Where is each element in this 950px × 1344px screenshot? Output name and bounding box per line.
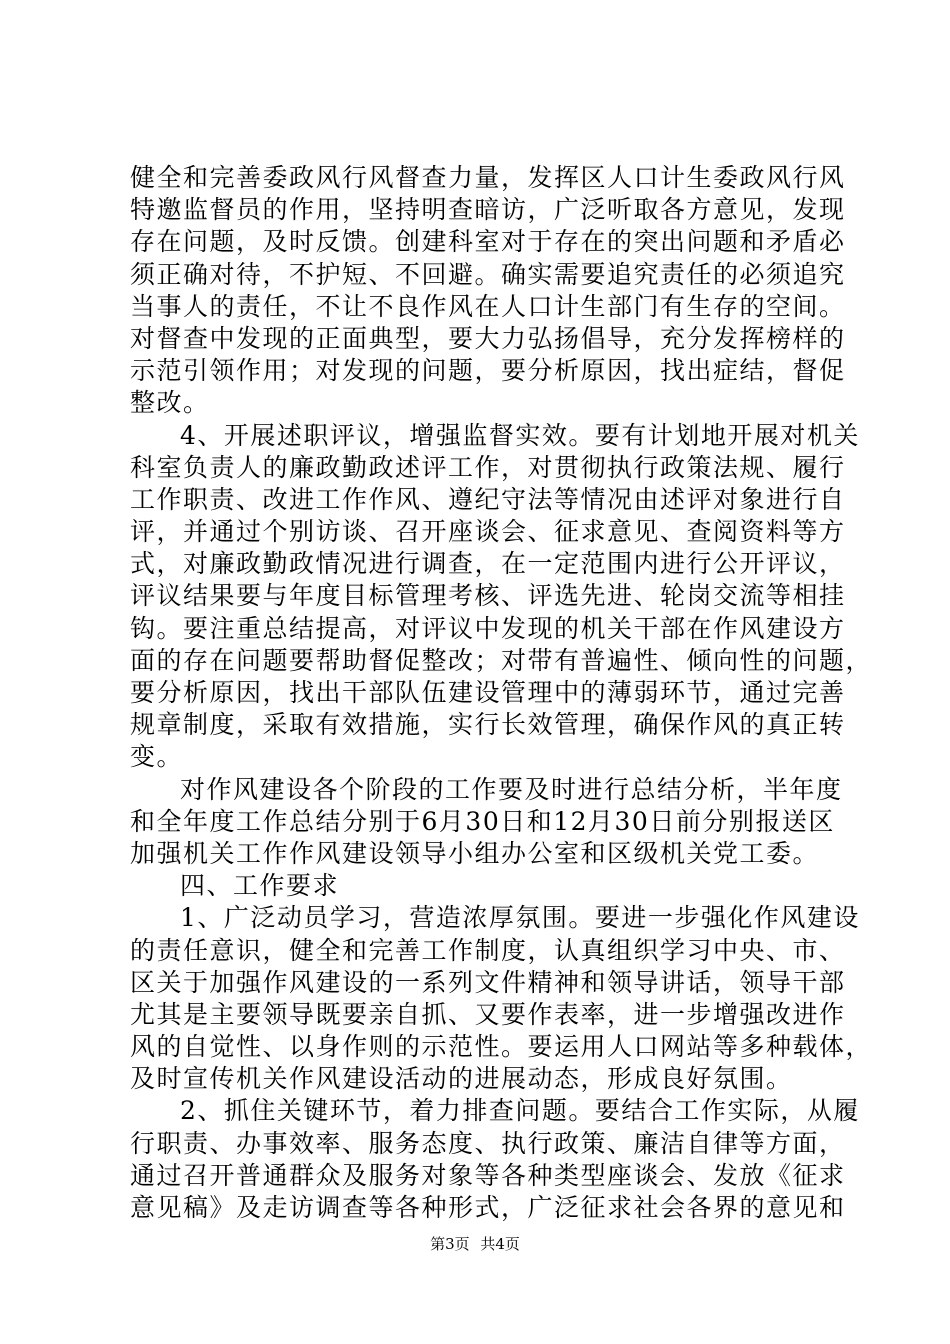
text-line: 评，并通过个别访谈、召开座谈会、征求意见、查阅资料等方 — [130, 517, 846, 547]
text-line: 的责任意识，健全和完善工作制度，认真组织学习中央、市、 — [130, 935, 846, 965]
text-line: 科室负责人的廉政勤政述评工作，对贯彻执行政策法规、履行 — [130, 452, 846, 482]
text-line: 健全和完善委政风行风督查力量，发挥区人口计生委政风行风 — [130, 163, 846, 192]
text-line: 及时宣传机关作风建设活动的进展动态，形成良好氛围。 — [130, 1064, 793, 1094]
text-line: 式，对廉政勤政情况进行调查，在一定范围内进行公开评议， — [130, 549, 846, 579]
text-line: 行职责、办事效率、服务态度、执行政策、廉洁自律等方面， — [130, 1128, 846, 1158]
text-line: 2、抓住关键环节，着力排查问题。要结合工作实际，从履 — [180, 1096, 860, 1126]
text-line: 特邀监督员的作用，坚持明查暗访，广泛听取各方意见，发现 — [130, 195, 846, 225]
text-line: 区关于加强作风建设的一系列文件精神和领导讲话，领导干部 — [130, 967, 846, 997]
text-line: 对作风建设各个阶段的工作要及时进行总结分析，半年度 — [180, 774, 843, 804]
text-line: 要分析原因，找出干部队伍建设管理中的薄弱环节，通过完善 — [130, 678, 846, 707]
text-line: 当事人的责任，不让不良作风在人口计生部门有生存的空间。 — [130, 291, 846, 321]
text-line: 变。 — [130, 742, 184, 772]
text-line: 钩。要注重总结提高，对评议中发现的机关干部在作风建设方 — [130, 613, 846, 643]
text-line: 规章制度，采取有效措施，实行长效管理，确保作风的真正转 — [130, 710, 846, 740]
text-line: 意见稿》及走访调查等各种形式，广泛征求社会各界的意见和 — [130, 1193, 846, 1222]
text-line: 1、广泛动员学习，营造浓厚氛围。要进一步强化作风建设 — [180, 903, 860, 933]
text-line: 面的存在问题要帮助督促整改；对带有普遍性、倾向性的问题， — [130, 645, 873, 675]
text-line: 对督查中发现的正面典型，要大力弘扬倡导，充分发挥榜样的 — [130, 323, 846, 353]
text-line: 须正确对待，不护短、不回避。确实需要追究责任的必须追究 — [130, 259, 846, 289]
text-line: 整改。 — [130, 388, 210, 418]
text-line: 通过召开普通群众及服务对象等各种类型座谈会、发放《征求 — [130, 1160, 846, 1190]
text-line: 示范引领作用；对发现的问题，要分析原因，找出症结，督促 — [130, 356, 846, 386]
text-line: 4、开展述职评议，增强监督实效。要有计划地开展对机关 — [180, 420, 860, 450]
text-line: 评议结果要与年度目标管理考核、评选先进、轮岗交流等相挂 — [130, 581, 846, 611]
page-number: 第3页 — [430, 1235, 470, 1253]
text-line: 和全年度工作总结分别于6月30日和12月30日前分别报送区 — [130, 806, 835, 836]
text-line: 存在问题，及时反馈。创建科室对于存在的突出问题和矛盾必 — [130, 227, 846, 257]
document-body — [130, 162, 873, 1224]
text-line: 风的自觉性、以身作则的示范性。要运用人口网站等多种载体， — [130, 1032, 873, 1062]
text-line: 加强机关工作作风建设领导小组办公室和区级机关党工委。 — [130, 838, 820, 868]
text-line: 四、工作要求 — [180, 871, 340, 901]
text-line: 尤其是主要领导既要亲自抓、又要作表率，进一步增强改进作 — [130, 999, 846, 1029]
page-footer — [0, 1233, 950, 1254]
page-total: 共4页 — [480, 1235, 520, 1253]
text-line: 工作职责、改进工作作风、遵纪守法等情况由述评对象进行自 — [130, 484, 846, 514]
